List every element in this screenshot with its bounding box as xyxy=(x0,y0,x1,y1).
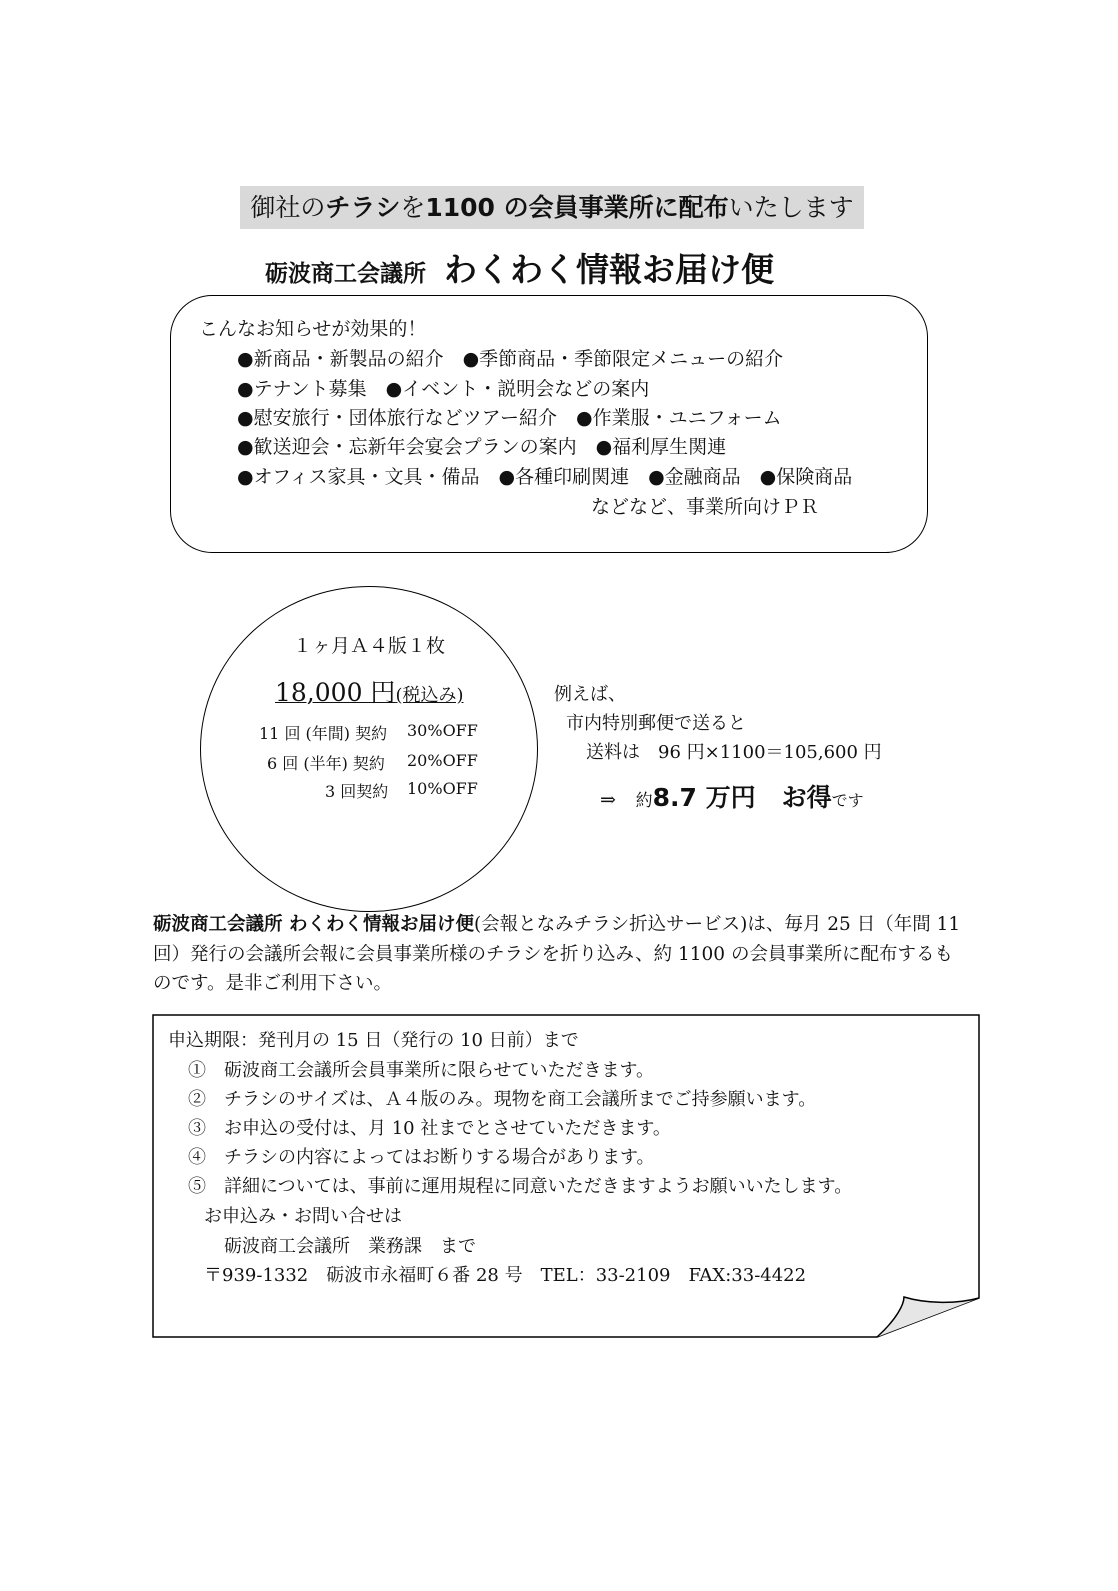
note-item: ⑤ 詳細については、事前に運用規程に同意いただきますようお願いいたします。 xyxy=(188,1176,853,1197)
effective-intro: こんなお知らせが効果的！ xyxy=(199,318,427,340)
effective-notice-box xyxy=(170,295,928,553)
arrow-icon: ⇒ xyxy=(600,789,616,811)
service-name: わくわく情報お届け便 xyxy=(444,250,774,289)
note-item: ② チラシのサイズは、Ａ４版のみ。現物を商工会議所までご持参願います。 xyxy=(188,1089,817,1110)
discount-label: 3 回契約 xyxy=(325,782,389,801)
example-line2: 市内特別郵便で送ると xyxy=(566,713,746,734)
discount-rate: 20%OFF xyxy=(407,751,478,770)
savings-row xyxy=(600,778,864,814)
pricing-price: 18,000 円 xyxy=(275,678,396,707)
deadline-text: 申込期限：発刊月の 15 日（発行の 10 日前）まで xyxy=(168,1030,579,1051)
effective-line: ●新商品・新製品の紹介 ●季節商品・季節限定メニューの紹介 xyxy=(237,348,784,370)
discount-rate: 30%OFF xyxy=(407,721,478,740)
headline-part5: いたします xyxy=(728,193,854,222)
contact-address: 〒939-1332 砺波市永福町６番 28 号 TEL：33-2109 FAX:33-4422 xyxy=(204,1265,807,1286)
note-item: ③ お申込の受付は、月 10 社までとさせていただきます。 xyxy=(188,1118,671,1139)
discount-rate: 10%OFF xyxy=(407,779,478,798)
discount-label: 11 回 (年間) 契約 xyxy=(259,724,388,743)
pricing-circle xyxy=(200,586,538,912)
headline-part1: 御社の xyxy=(250,193,326,222)
savings-otoku: お得 xyxy=(781,783,832,812)
application-notes-box xyxy=(152,1014,980,1338)
effective-line: ●歓送迎会・忘新年会宴会プランの案内 ●福利厚生関連 xyxy=(237,436,727,458)
headline-part3: を xyxy=(400,193,426,222)
savings-amount: 8.7 万円 xyxy=(652,783,756,812)
headline-part4: 1100 の会員事業所に配布 xyxy=(425,193,729,222)
effective-line: ●オフィス家具・文具・備品 ●各種印刷関連 ●金融商品 ●保険商品 xyxy=(237,466,853,488)
savings-about: 約 xyxy=(635,791,653,811)
pricing-unit: １ヶ月Ａ４版１枚 xyxy=(293,635,446,657)
headline-banner xyxy=(240,186,864,229)
contact-dept: 砺波商工会議所 業務課 まで xyxy=(224,1236,476,1257)
effective-line: ●慰安旅行・団体旅行などツアー紹介 ●作業服・ユニフォーム xyxy=(237,407,782,429)
headline-part2: チラシ xyxy=(325,193,401,222)
savings-desu: です xyxy=(831,791,864,810)
note-item: ④ チラシの内容によってはお断りする場合があります。 xyxy=(188,1147,655,1168)
service-description xyxy=(153,910,963,999)
pricing-price-row xyxy=(275,673,463,709)
effective-closing: などなど、事業所向けＰＲ xyxy=(591,496,820,518)
note-item: ① 砺波商工会議所会員事業所に限らせていただきます。 xyxy=(188,1060,655,1081)
pricing-tax-note: (税込み) xyxy=(395,685,464,706)
example-line3: 送料は 96 円×1100＝105,600 円 xyxy=(586,742,882,763)
description-lead: 砺波商工会議所 わくわく情報お届け便 xyxy=(153,914,474,935)
description-body: (会報となみチラシ折込サービス)は、毎月 25 日（年間 11 回）発行の会議所会報に会員事業所様のチラシを折り込み、約 1100 の会員事業所に配布するものです。是非ご利用下さい。 xyxy=(153,914,961,994)
contact-label: お申込み・お問い合せは xyxy=(204,1206,402,1227)
effective-line: ●テナント募集 ●イベント・説明会などの案内 xyxy=(237,378,650,400)
org-name: 砺波商工会議所 xyxy=(265,261,426,287)
example-line1: 例えば、 xyxy=(554,684,626,705)
page-title xyxy=(265,244,774,288)
discount-label: 6 回 (半年) 契約 xyxy=(267,754,385,773)
